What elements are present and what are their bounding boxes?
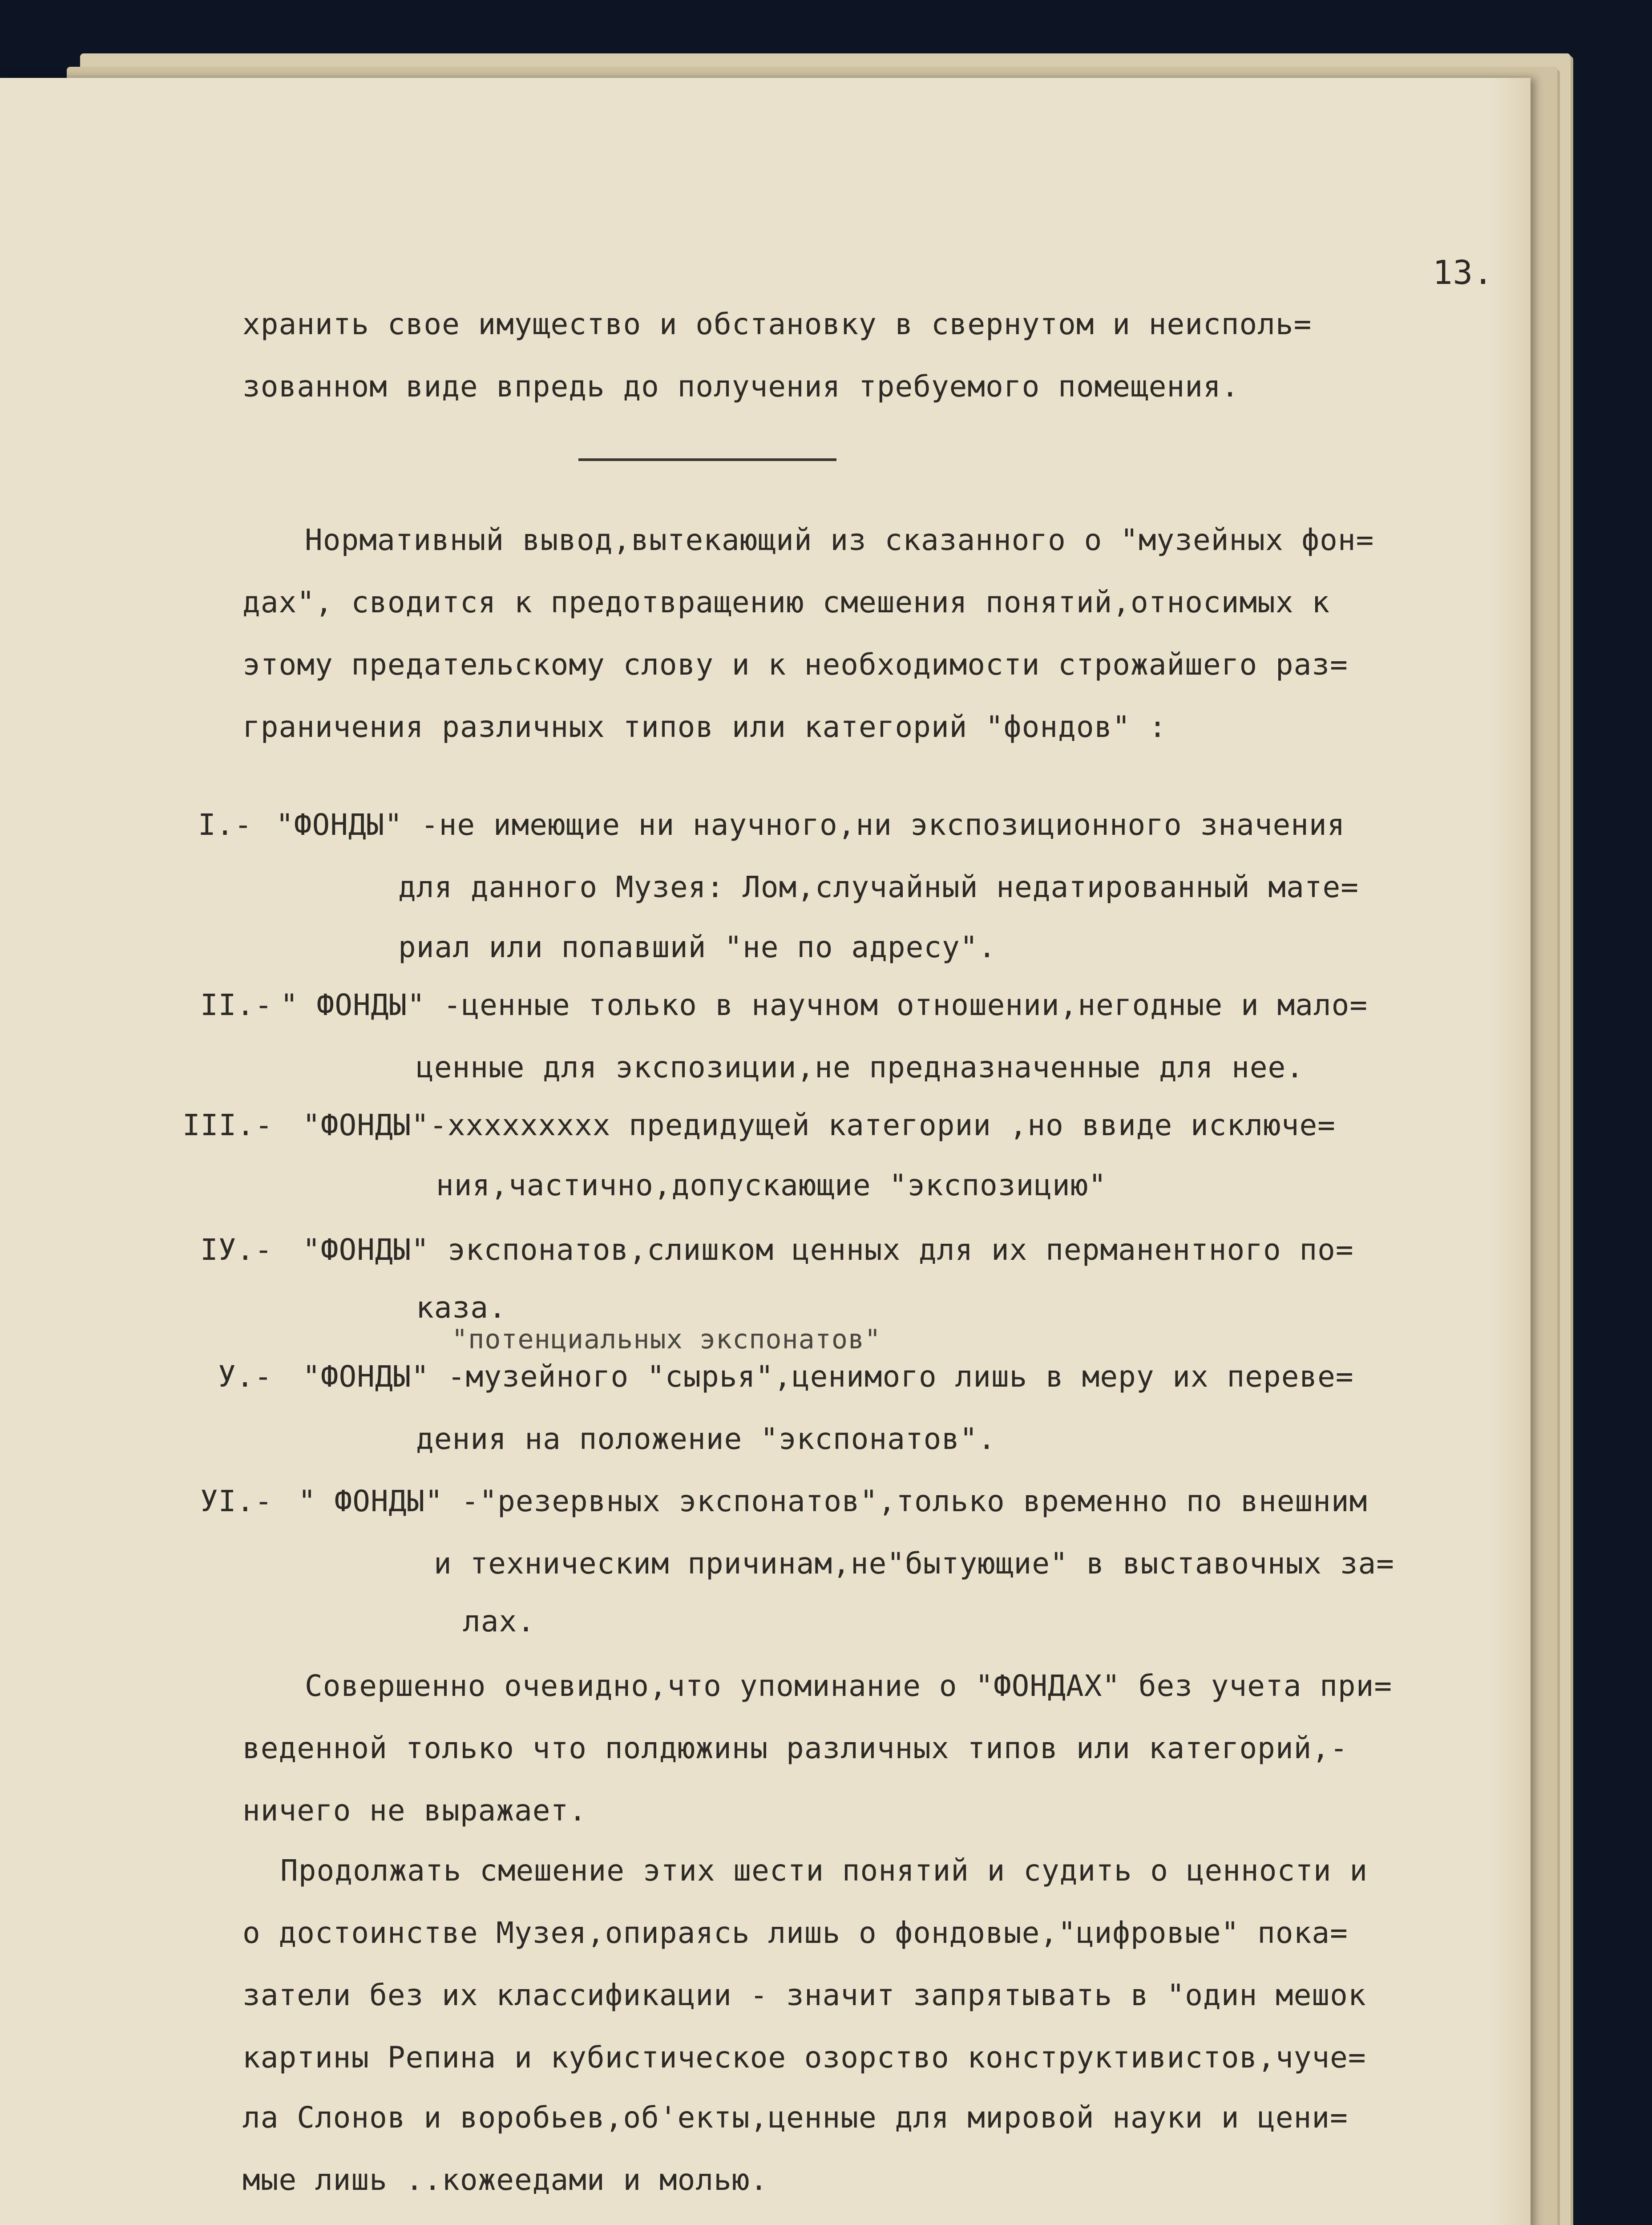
text-line: хранить свое имущество и обстановку в свернутом и неисполь= [242,307,1312,341]
list-item-line: риал или попавший "не по адресу". [398,930,997,964]
text-line: зованном виде впредь до получения требуемого помещения. [242,369,1240,404]
list-number: II.- [200,988,273,1022]
list-item-line: "ФОНДЫ" -музейного "сырья",ценимого лишь в меру их переве= [303,1359,1354,1394]
list-item-line: " ФОНДЫ" -ценные только в научном отношении,негодные и мало= [280,988,1368,1022]
paragraph-1-line: этому предательскому слову и к необходимости строжайшего раз= [242,647,1348,682]
list-item-line: "ФОНДЫ" -не имеющие ни научного,ни экспозиционного значения [276,808,1345,842]
paragraph-1-line: дах", сводится к предотвращению смешения понятий,относимых к [242,585,1330,619]
list-number: IУ.- [200,1233,273,1267]
paragraph-1-line: граничения различных типов или категорий "фондов" : [242,710,1167,744]
paragraph-2-line: ничего не выражает. [242,1793,587,1828]
list-item-line: ния,частично,допускающие "экспозицию" [436,1168,1107,1202]
list-item-line: дения на положение "экспонатов". [416,1422,996,1456]
paragraph-1-line: Нормативный вывод,вытекающий из сказанного о "музейных фон= [305,523,1374,557]
list-number: III.- [182,1108,273,1142]
separator-line [578,458,836,461]
paragraph-3-line: затели без их классификации - значит запрятывать в "один мешок [242,1978,1366,2012]
paragraph-3-line: мые лишь ..кожеедами и молью. [242,2163,768,2197]
list-item-line: каза. [416,1290,507,1325]
paragraph-3-line: ла Слонов и воробьев,об'екты,ценные для мировой науки и цени= [242,2100,1348,2135]
document-page [0,78,1531,2225]
list-item-line: "ФОНДЫ"-xxxxxxxxx предидущей категории ,но ввиде исключе= [303,1108,1336,1142]
paragraph-2-line: Совершенно очевидно,что упоминание о "ФОНДАХ" без учета при= [305,1669,1393,1703]
list-item-line: ценные для экспозиции,не предназначенные для нее. [416,1050,1305,1084]
list-item-line: лах. [463,1604,535,1638]
page-edge [1490,78,1531,2225]
page-number: 13. [1433,254,1494,292]
handwritten-insert: "потенциальных экспонатов" [452,1324,881,1355]
list-item-line: и техническим причинам,не"бытующие" в выставочных за= [434,1546,1394,1581]
list-item-line: "ФОНДЫ" экспонатов,слишком ценных для их перманентного по= [303,1233,1354,1267]
paragraph-3-line: Продолжать смешение этих шести понятий и судить о ценности и [280,1853,1368,1888]
list-number: У.- [218,1359,273,1394]
list-item-line: для данного Музея: Лом,случайный недатированный мате= [398,870,1359,904]
paragraph-2-line: веденной только что полдюжины различных типов или категорий,- [242,1731,1348,1765]
list-item-line: " ФОНДЫ" -"резервных экспонатов",только временно по внешним [298,1484,1368,1518]
paragraph-3-line: картины Репина и кубистическое озорство конструктивистов,чуче= [242,2040,1366,2075]
paragraph-3-line: о достоинстве Музея,опираясь лишь о фондовые,"цифровые" пока= [242,1916,1348,1950]
list-number: I.- [198,808,253,842]
list-number: УI.- [200,1484,273,1518]
